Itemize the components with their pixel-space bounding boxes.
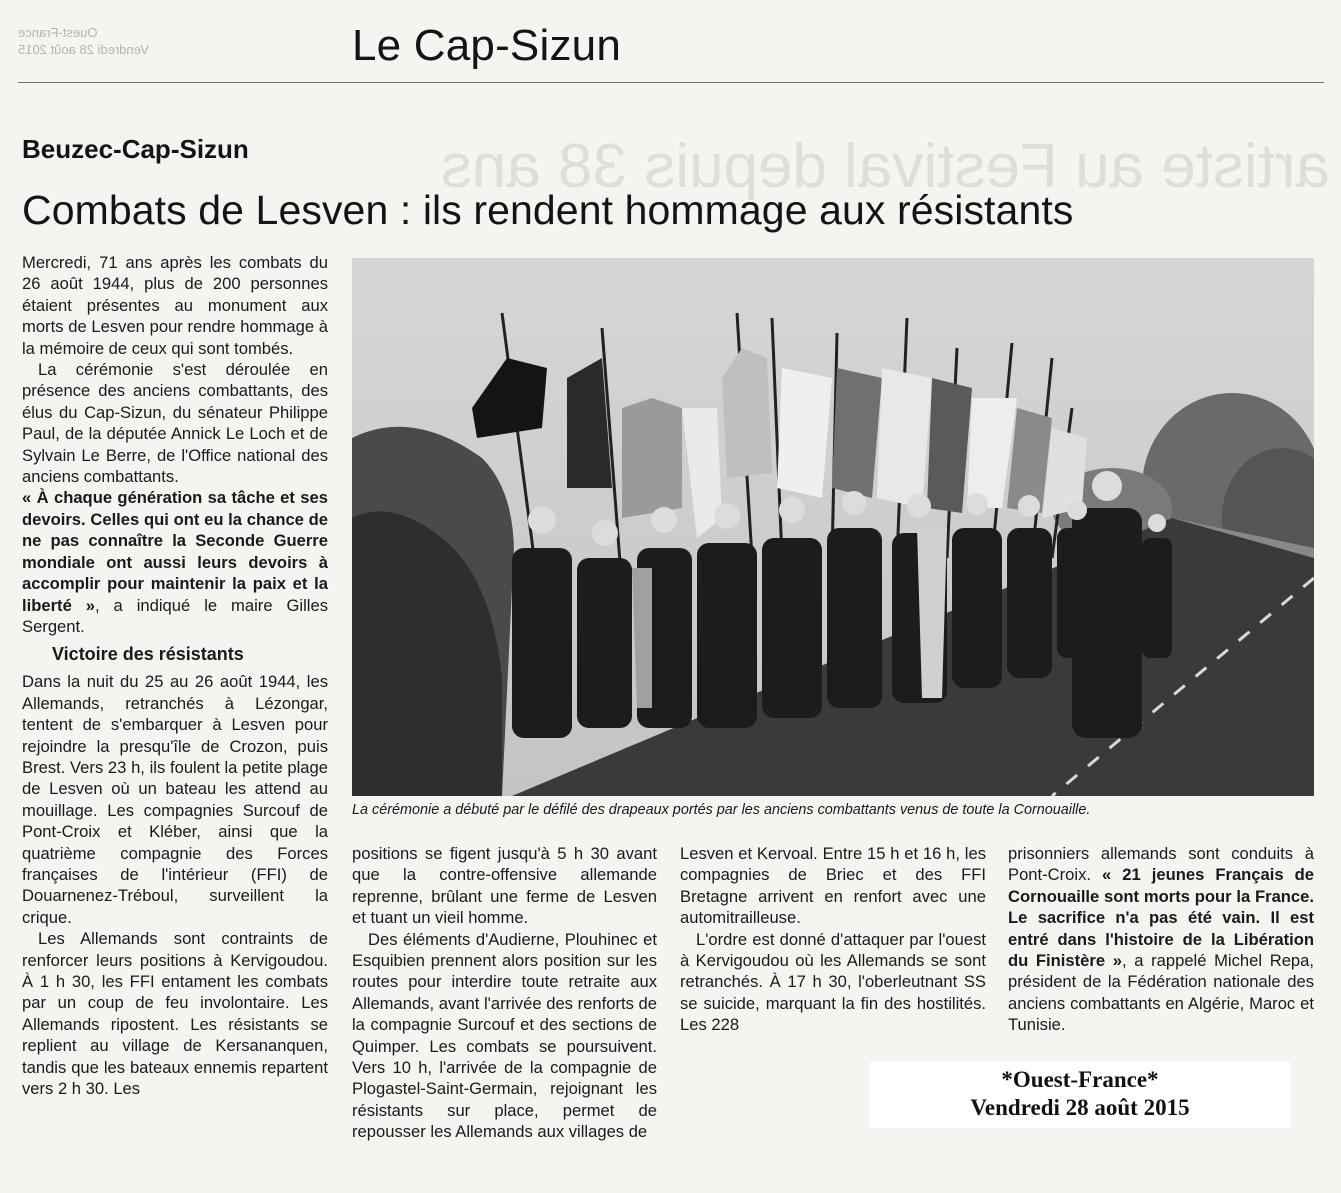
article-column-4 [1008,843,1314,1036]
bleed-through-headline: artiste au Festival depuis 38 ans [440,132,1330,201]
section-title: Le Cap-Sizun [352,21,621,70]
paragraph: positions se figent jusqu'à 5 h 30 avant que la contre-offensive allemande reprenne, brûlant une ferme de Lesven et tuant un vieil homme. [352,844,657,928]
masthead-paper: Ouest-France [18,25,98,40]
flag-procession-illustration [352,258,1314,796]
photo-caption: La cérémonie a débuté par le défilé des drapeaux portés par les anciens combattants venus de toute la Cornouaille. [352,802,1091,818]
paragraph: Les Allemands sont contraints de renforcer leurs positions à Kervigoudou. À 1 h 30, les FFI entament les combats par un coup de feu involontaire. Les Allemands ripostent. Les résistants se replient au village de Kersananquen, tandis que les bateaux ennemis repartent vers 2 h 30. Les [22,929,328,1099]
masthead-meta [18,24,178,58]
paragraph [1008,843,1314,1036]
article-column-3 [680,843,986,1036]
header-rule [18,82,1324,83]
paragraph-text: prisonniers allemands sont conduits à Pont-Croix. [1008,844,1314,885]
ceremony-photo [352,258,1314,796]
paragraph: L'ordre est donné d'attaquer par l'ouest à Kervigoudou où les Allemands se sont retranchés. À 17 h 30, l'oberleutnant SS se suicide, marquant la fin des hostilités. Les 228 [680,929,986,1035]
paragraph [22,487,328,637]
quote-attribution: , a rappelé Michel Repa, président de la Fédération nationale des anciens combattants en Algérie, Maroc et Tunisie. [1008,951,1314,1035]
article-column-2 [352,843,657,1143]
quote: « À chaque génération sa tâche et ses devoirs. Celles qui ont eu la chance de ne pas connaître la Seconde Guerre mondiale ont aussi leurs devoirs à accomplir pour maintenir la paix et la liberté » [22,488,328,615]
stamp-paper: *Ouest-France* [1001,1067,1159,1092]
paragraph: Dans la nuit du 25 au 26 août 1944, les Allemands, retranchés à Lézongar, tentent de s'embarquer à Lesven pour rejoindre la presqu'île de Crozon, puis Brest. Vers 23 h, ils foulent la petite plage de Lesven où un bateau les attend au mouillage. Les compagnies Surcouf de Pont-Croix et Kléber, ainsi que la quatrième compagnie des Forces françaises de l'intérieur (FFI) de Douarnenez-Tréboul, surveillent la crique. [22,672,328,927]
stamp-date: Vendredi 28 août 2015 [970,1095,1190,1120]
source-stamp [870,1062,1290,1128]
article-kicker: Beuzec-Cap-Sizun [22,134,249,164]
masthead-date: Vendredi 28 août 2015 [18,42,149,57]
quote-attribution: , a indiqué le maire Gilles Sergent. [22,595,328,636]
paragraph: Mercredi, 71 ans après les combats du 26 août 1944, plus de 200 personnes étaient présentes au monument aux morts de Lesven pour rendre hommage à la mémoire de ceux qui sont tombés. [22,253,328,358]
subheading: Victoire des résistants [52,644,244,665]
paragraph: La cérémonie s'est déroulée en présence des anciens combattants, des élus du Cap-Sizun, du sénateur Philippe Paul, de la députée Annick Le Loch et de Sylvain Le Berre, de l'Office national des anciens combattants. [22,360,328,487]
paragraph: Des éléments d'Audierne, Plouhinec et Esquibien prennent alors position sur les routes pour interdire toute retraite aux Allemands, avant l'arrivée des renforts de la compagnie Surcouf et des sections de Quimper. Les combats se poursuivent. Vers 10 h, l'arrivée de la compagnie de Plogastel-Saint-Germain, rejoignant les résistants sur place, permet de repousser les Allemands aux villages de [352,929,657,1142]
quote: « 21 jeunes Français de Cornouaille sont morts pour la France. Le sacrifice n'a pas été vain. Il est entré dans l'histoire de la Libération du Finistère » [1008,865,1314,971]
article-column-1 [22,252,328,1099]
paragraph: Lesven et Kervoal. Entre 15 h et 16 h, les compagnies de Briec et des FFI Bretagne arrivent en renfort avec une automitrailleuse. [680,844,986,928]
article-headline: Combats de Lesven : ils rendent hommage aux résistants [22,187,1074,233]
